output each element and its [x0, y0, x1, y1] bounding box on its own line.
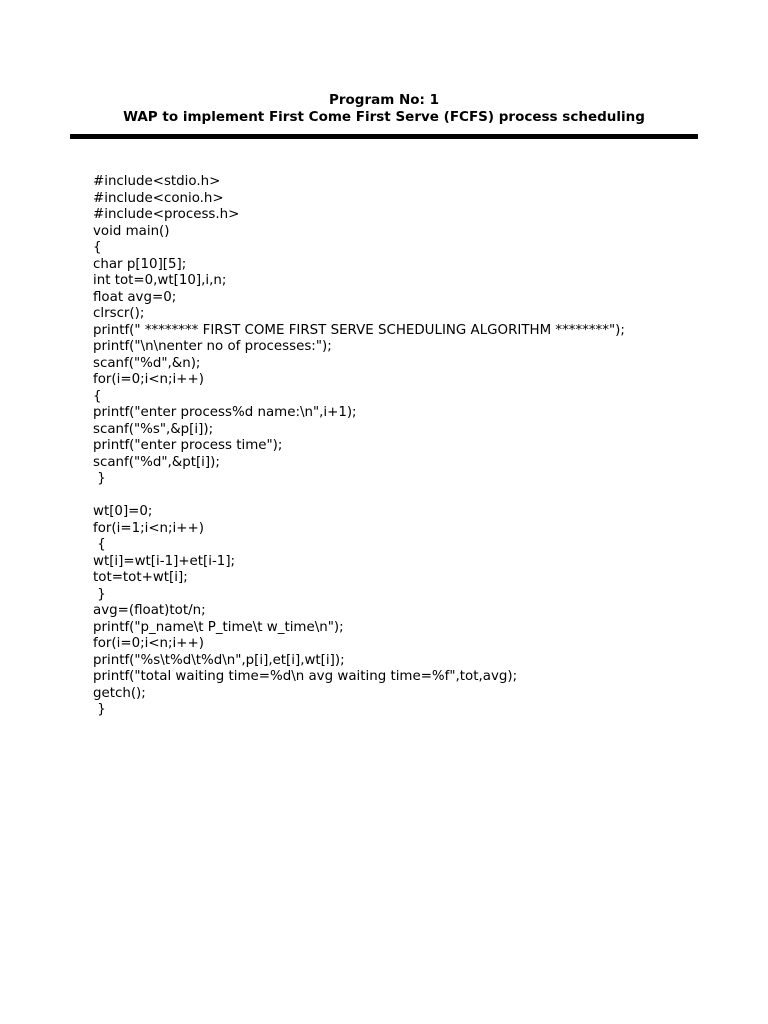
- code-line: #include<process.h>: [93, 207, 240, 222]
- code-line: {: [93, 537, 106, 552]
- code-line: #include<stdio.h>: [93, 174, 221, 189]
- code-line: printf("%s\t%d\t%d\n",p[i],et[i],wt[i]);: [93, 652, 345, 668]
- code-line: scanf("%s",&p[i]);: [93, 421, 214, 437]
- code-line: {: [93, 388, 102, 404]
- code-line: scanf("%d",&pt[i]);: [93, 454, 220, 470]
- code-line: int tot=0,wt[10],i,n;: [93, 273, 227, 288]
- code-line: printf("total waiting time=%d\n avg waiting time=%f",tot,avg);: [93, 669, 518, 684]
- code-line: char p[10][5];: [93, 256, 187, 272]
- code-line: avg=(float)tot/n;: [93, 603, 206, 618]
- code-line: {: [93, 240, 102, 255]
- code-line: float avg=0;: [93, 289, 177, 305]
- code-line: printf(" ******** FIRST COME FIRST SERVE SCHEDULING ALGORITHM ********");: [93, 322, 625, 338]
- code-line: scanf("%d",&n);: [93, 355, 201, 371]
- code-line: }: [93, 702, 106, 717]
- program-number: Program No: 1: [328, 92, 440, 108]
- code-line: for(i=1;i<n;i++): [93, 520, 204, 536]
- code-line: #include<conio.h>: [93, 190, 224, 206]
- program-title: WAP to implement First Come First Serve (FCFS) process scheduling: [123, 109, 645, 125]
- code-line: }: [93, 471, 106, 486]
- code-line: tot=tot+wt[i];: [93, 570, 188, 585]
- code-line: printf("p_name\t P_time\t w_time\n");: [93, 619, 344, 635]
- code-listing: [93, 174, 713, 719]
- header-divider: [70, 134, 698, 139]
- code-line: wt[0]=0;: [93, 504, 153, 519]
- code-line: getch();: [93, 685, 146, 701]
- code-line: void main(): [93, 223, 170, 239]
- code-line: [93, 488, 713, 505]
- code-line: printf("\n\nenter no of processes:");: [93, 339, 332, 354]
- code-line: for(i=0;i<n;i++): [93, 372, 204, 387]
- code-line: printf("enter process time");: [93, 438, 283, 453]
- code-line: wt[i]=wt[i-1]+et[i-1];: [93, 553, 236, 569]
- code-line: printf("enter process%d name:\n",i+1);: [93, 405, 357, 420]
- code-line: }: [93, 586, 106, 602]
- document-header: [70, 92, 698, 126]
- code-line: clrscr();: [93, 306, 145, 321]
- code-line: for(i=0;i<n;i++): [93, 636, 204, 651]
